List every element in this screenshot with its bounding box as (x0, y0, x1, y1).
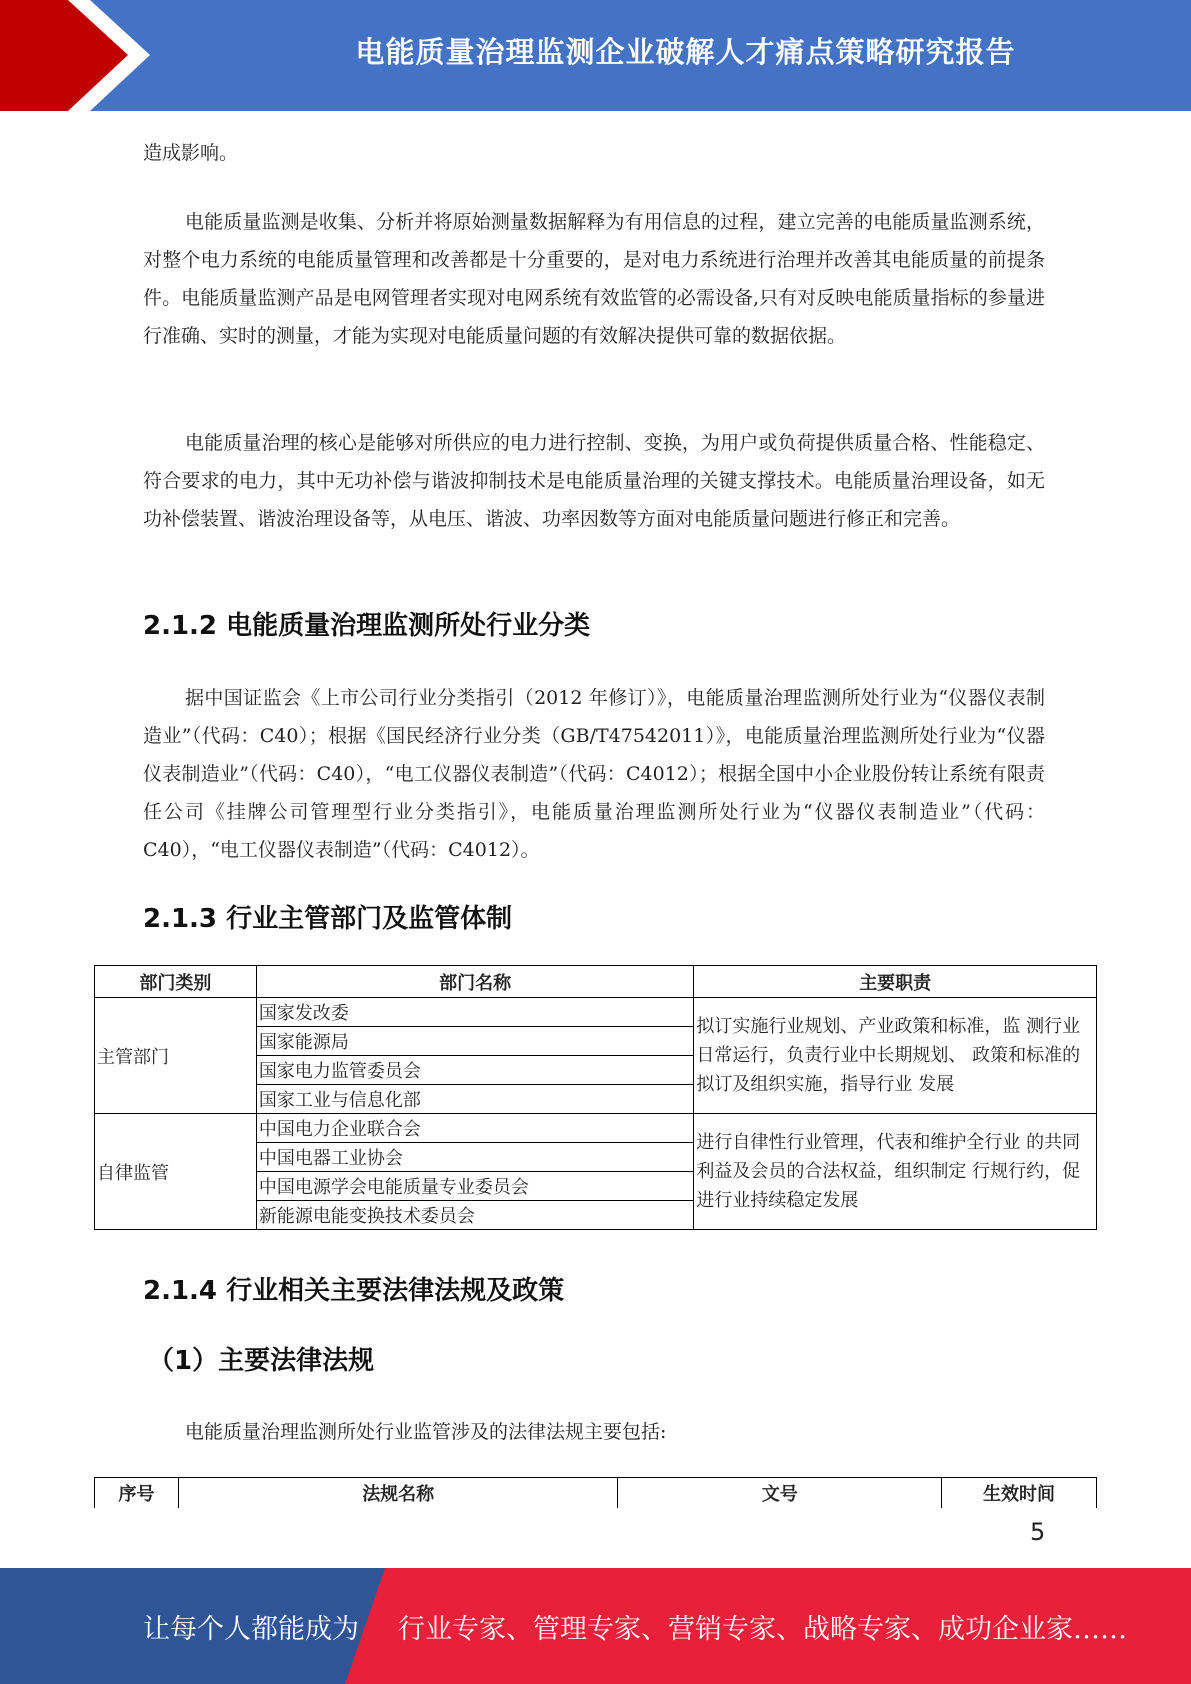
department-category: 自律监管 (95, 1114, 257, 1230)
paragraph-industry-classification: 据中国证监会《上市公司行业分类指引（2012 年修订）》，电能质量治理监测所处行业为“仪器仪表制造业”（代码：C40）；根据《国民经济行业分类（GB/T47542011）》，电能质量治理监测所处行业为“仪器仪表制造业”（代码：C40），“电工仪器仪表制造”（代码：C4012）；根据全国中小企业股份转让系统有限责任公司《挂牌公司管理型行业分类指引》，电能质量治理监测所处行业为“仪器仪表制造业”（代码：C40），“电工仪器仪表制造”（代码：C4012）。 (143, 687, 1045, 861)
page-header (0, 0, 1191, 111)
paragraph-governance: 电能质量治理的核心是能够对所供应的电力进行控制、变换，为用户或负荷提供质量合格、性能稳定、符合要求的电力，其中无功补偿与谐波抑制技术是电能质量治理的关键支撑技术。电能质量治理设备，如无功补偿装置、谐波治理设备等，从电压、谐波、功率因数等方面对电能质量问题进行修正和完善。 (143, 432, 1045, 530)
department-name: 中国电力企业联合会 (256, 1114, 694, 1143)
column-header: 部门名称 (256, 966, 694, 998)
report-title: 电能质量治理监测企业破解人才痛点策略研究报告 (355, 34, 1016, 69)
footer-slogan-left: 让每个人都能成为 (143, 1613, 359, 1645)
department-duty: 拟订实施行业规划、产业政策和标准，监 测行业日常运行，负责行业中长期规划、 政策和标准的拟订及组织实施，指导行业 发展 (694, 998, 1097, 1114)
section-heading-2-1-4: 2.1.4 行业相关主要法律法规及政策 (143, 1276, 565, 1306)
department-name: 中国电器工业协会 (256, 1143, 694, 1172)
section-heading-2-1-2: 2.1.2 电能质量治理监测所处行业分类 (143, 611, 591, 641)
column-header: 文号 (618, 1478, 942, 1509)
table-header-row (95, 1478, 1097, 1509)
department-category: 主管部门 (95, 998, 257, 1114)
paragraph-monitoring: 电能质量监测是收集、分析并将原始测量数据解释为有用信息的过程，建立完善的电能质量监测系统，对整个电力系统的电能质量管理和改善都是十分重要的，是对电力系统进行治理并改善其电能质量的前提条件。电能质量监测产品是电网管理者实现对电网系统有效监管的必需设备,只有对反映电能质量指标的参量进行准确、实时的测量，才能为实现对电能质量问题的有效解决提供可靠的数据依据。 (143, 211, 1045, 347)
page-footer (0, 1568, 1191, 1684)
department-name: 中国电源学会电能质量专业委员会 (256, 1172, 694, 1201)
column-header: 法规名称 (178, 1478, 618, 1509)
column-header: 生效时间 (942, 1478, 1097, 1509)
department-name: 国家发改委 (256, 998, 694, 1027)
department-name: 国家工业与信息化部 (256, 1085, 694, 1114)
column-header: 部门类别 (95, 966, 257, 998)
footer-slogan-right: 行业专家、管理专家、营销专家、战略专家、成功企业家…… (398, 1613, 1127, 1645)
laws-table (94, 1477, 1097, 1508)
subsection-heading-laws: （1）主要法律法规 (148, 1346, 375, 1376)
department-name: 新能源电能变换技术委员会 (256, 1201, 694, 1230)
column-header: 序号 (95, 1478, 179, 1509)
table-row (95, 1114, 1097, 1143)
department-name: 国家电力监管委员会 (256, 1056, 694, 1085)
page-number: 5 (1030, 1518, 1046, 1546)
department-name: 国家能源局 (256, 1027, 694, 1056)
paragraph-continuation: 造成影响。 (143, 142, 239, 164)
section-heading-2-1-3: 2.1.3 行业主管部门及监管体制 (143, 904, 513, 934)
department-table (94, 965, 1097, 1230)
column-header: 主要职责 (694, 966, 1097, 998)
paragraph-laws-intro: 电能质量治理监测所处行业监管涉及的法律法规主要包括: (185, 1421, 667, 1443)
table-row (95, 998, 1097, 1027)
department-duty: 进行自律性行业管理，代表和维护全行业 的共同利益及会员的合法权益，组织制定 行规行约，促进行业持续稳定发展 (694, 1114, 1097, 1230)
table-header-row (95, 966, 1097, 998)
